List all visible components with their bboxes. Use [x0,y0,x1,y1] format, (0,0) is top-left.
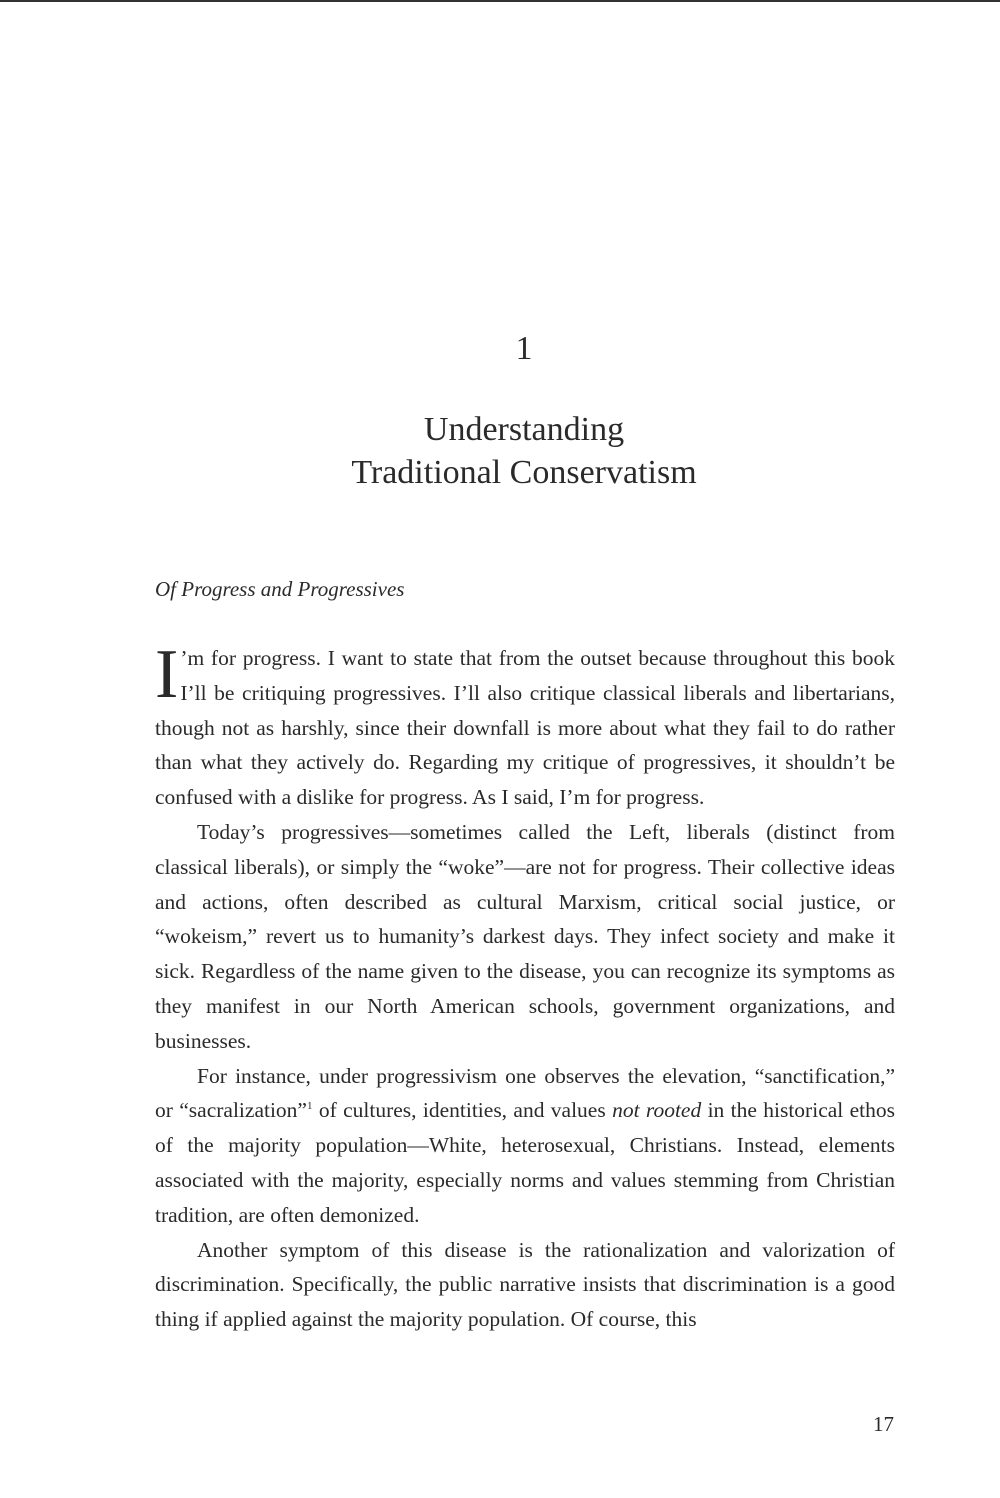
chapter-title-line-2: Traditional Conservatism [351,454,697,491]
paragraph-3-part-3: in the historical ethos of the majority population—White, heterosexual, Christians. Instead, elements associated with the majority, especially norms and values stemming from Christian tradition, are often demonized. [155,1098,895,1227]
top-rule [0,0,1000,2]
chapter-number: 1 [515,330,533,367]
footnote-marker[interactable]: 1 [306,1100,313,1113]
paragraph-3-part-1: For instance, under progressivism one observes the elevation, “sanctification,” or “sacralization” [155,1063,895,1123]
drop-cap: I [155,636,179,713]
body-text [155,636,895,1337]
paragraph-3-part-2: of cultures, identities, and values [312,1098,613,1123]
paragraph-3 [155,1059,895,1233]
paragraph-2: Today’s progressives—sometimes called the Left, liberals (distinct from classical liberals), or simply the “woke”—are not for progress. Their collective ideas and actions, often described as cultural Marxism, critical social justice, or “wokeism,” revert us to humanity’s darkest days. They infect society and make it sick. Regardless of the name given to the disease, you can recognize its symptoms as they manifest in our North American schools, government organizations, and businesses. [155,819,895,1053]
chapter-title [0,408,1000,494]
paragraph-4: Another symptom of this disease is the rationalization and valorization of discrimination. Specifically, the public narrative insists that discrimination is a good thing if applied against the majority population. Of course, this [155,1237,895,1332]
paragraph-1-text: ’m for progress. I want to state that from the outset because throughout this book I’ll be critiquing progressives. I’ll also critique classical liberals and libertarians, though not as harshly, since their downfall is more about what they fail to do rather than what they actively do. Regarding my critique of progressives, it shouldn’t be confused with a dislike for progress. As I said, I’m for progress. [155,646,895,810]
section-heading: Of Progress and Progressives [155,577,405,601]
page-number: 17 [873,1412,894,1436]
chapter-title-line-1: Understanding [423,411,625,448]
paragraph-3-emphasis: not rooted [612,1098,702,1123]
paragraph-1 [155,636,895,815]
